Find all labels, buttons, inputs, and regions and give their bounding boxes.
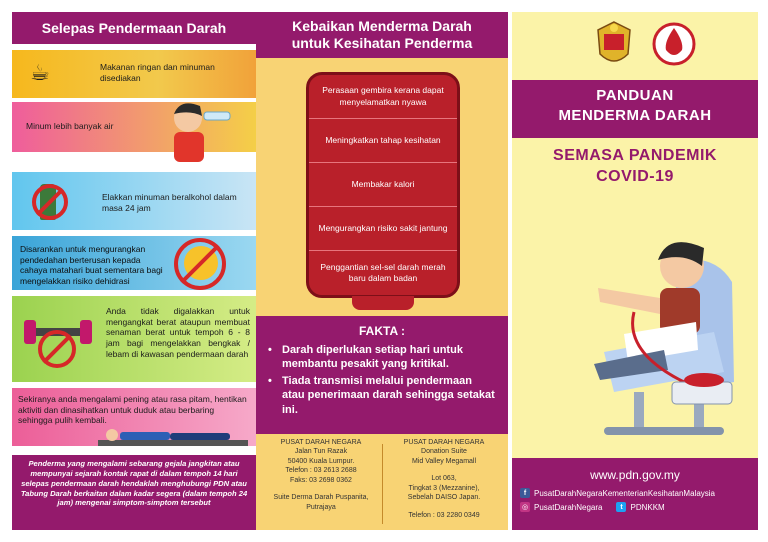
benefit-item: Membakar kalori (309, 163, 457, 207)
blood-bag-neck (352, 296, 414, 310)
address-line: Jalan Tun Razak (294, 448, 348, 456)
fakta-point: • Darah diperlukan setiap hari untuk membantu pesakit yang kritikal. (268, 343, 496, 372)
tip-avoid-sun (12, 236, 256, 290)
address-fax: Faks: 03 2698 0362 (290, 476, 352, 484)
instagram-icon: ◎ (521, 504, 529, 511)
benefit-item: Meningkatkan tahap kesihatan (309, 119, 457, 163)
pandemic-subtitle-line2: COVID-19 (596, 167, 674, 185)
instagram-link[interactable] (520, 502, 602, 512)
twitter-handle: PDNKKM (630, 502, 665, 512)
snack-icon: ☕ (30, 60, 50, 85)
facebook-link[interactable] (520, 488, 750, 498)
after-donation-warning: Penderma yang mengalami sebarang gejala jangkitan atau mempunyai sejarah kontak rapat di dalam tempoh 14 hari selepas pendermaan darah hendaklah menghubungi PDN atau Tabung Darah berkaitan dalam kadar segera (dalam tempoh 24 jam) mengenai simptom-simptom tersebut (12, 455, 256, 530)
twitter-icon: t (616, 502, 626, 512)
address-name: PUSAT DARAH NEGARA (403, 439, 485, 446)
blood-bag-benefits-list (306, 72, 460, 298)
website-link[interactable]: www.pdn.gov.my (590, 468, 680, 482)
coat-of-arms-logo (592, 18, 636, 70)
benefit-item: Mengurangkan risiko sakit jantung (309, 207, 457, 251)
instagram-handle: PusatDarahNegara (534, 502, 603, 512)
tip-text: Disarankan untuk mengurangkan pendedahan berterusan kepada cahaya matahari buat sementara bagi mengelakkan risiko dehidrasi (20, 244, 163, 286)
guide-title-line2: MENDERMA DARAH (558, 106, 712, 124)
address-name: PUSAT DARAH NEGARA (280, 439, 362, 446)
facebook-handle: PusatDarahNegaraKementerianKesihatanMalaysia (534, 488, 715, 498)
facebook-icon: f (520, 488, 530, 498)
address-line: Mid Valley Megamall (411, 457, 477, 465)
guide-title-line1: PANDUAN (596, 87, 674, 104)
pdn-logo (652, 18, 696, 70)
tip-text: Sekiranya anda mengalami pening atau rasa pitam, hentikan aktiviti dan dinasihatkan untuk duduk atau berbaring sehingga pulih kembali. (18, 394, 247, 426)
benefits-panel (256, 12, 508, 530)
fakta-heading: FAKTA : (359, 324, 405, 338)
tip-text: Anda tidak digalakkan untuk mengangkat berat ataupun membuat senaman berat untuk tempoh 6 - 8 jam bagi mengelakkan bengkak / lebam di kawasan pendermaan darah (106, 306, 250, 359)
address-line: Tingkat 3 (Mezzanine), (408, 484, 480, 492)
donor-in-chair-illustration (564, 222, 754, 452)
tip-no-lifting (12, 296, 256, 382)
benefit-item: Penggantian sel-sel darah merah baru dalam badan (320, 261, 446, 283)
fakta-box (256, 316, 508, 434)
fakta-point: • Tiada transmisi melalui pendermaan atau penerimaan darah sehingga setakat ini. (268, 374, 496, 417)
benefits-title-line2: untuk Kesihatan Penderma (291, 35, 473, 51)
address-line: Putrajaya (306, 503, 336, 511)
pandemic-subtitle (512, 146, 758, 188)
after-donation-title: Selepas Pendermaan Darah (12, 12, 256, 44)
address-line: Suite Derma Darah Puspanita, (273, 494, 369, 502)
address-kuala-lumpur (262, 438, 380, 512)
twitter-link[interactable] (616, 502, 664, 512)
tip-water (12, 102, 256, 152)
contact-footer (512, 458, 758, 530)
lying-down-icon (98, 428, 248, 446)
tip-snacks (12, 50, 256, 98)
address-line: 50400 Kuala Lumpur. (287, 457, 355, 465)
benefits-title-line1: Kebaikan Menderma Darah (292, 17, 472, 34)
pandemic-subtitle-line1: SEMASA PANDEMIK (553, 147, 717, 164)
social-row (520, 502, 750, 512)
tip-text: Elakkan minuman beralkohol dalam masa 24 jam (102, 192, 237, 213)
tip-no-alcohol (12, 172, 256, 230)
drinking-water-icon (160, 96, 240, 166)
tip-rest (12, 388, 256, 446)
after-donation-panel (12, 12, 256, 530)
benefit-item: Perasaan gembira kerana dapat menyelamatkan nyawa (309, 75, 457, 119)
address-divider (382, 444, 383, 524)
address-line: Lot 063, (431, 475, 457, 483)
address-phone: Telefon : 03 2280 0349 (408, 511, 480, 519)
address-line: Sebelah DAISO Japan. (407, 494, 481, 502)
tip-text: Makanan ringan dan minuman disediakan (100, 62, 215, 83)
benefits-title (256, 12, 508, 58)
cover-panel (512, 12, 758, 530)
guide-title (512, 80, 758, 138)
address-mid-valley (384, 438, 504, 520)
address-phone: Telefon : 03 2613 2688 (285, 467, 357, 475)
address-line: Donation Suite (421, 448, 467, 456)
tip-text: Minum lebih banyak air (26, 121, 114, 131)
